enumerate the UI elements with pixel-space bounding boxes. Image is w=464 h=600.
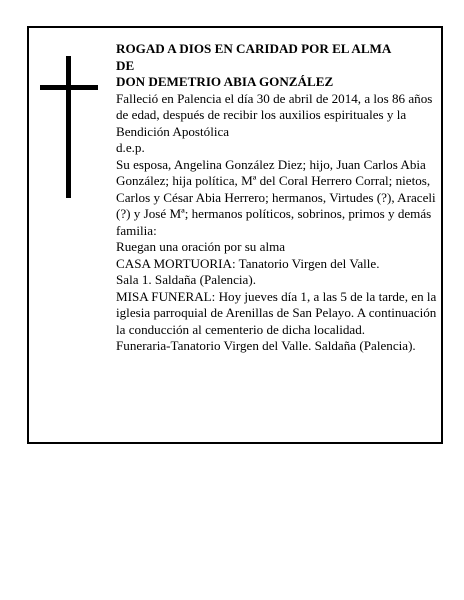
funeral-mass: MISA FUNERAL: Hoy jueves día 1, a las 5 de la tarde, en la iglesia parroquial de Arenillas de San Pelayo. A continuación la conducción al cementerio de dicha localidad.: [116, 288, 437, 337]
heading-line-1: ROGAD A DIOS EN CARIDAD POR EL ALMA: [116, 41, 392, 56]
heading-line-2: DE: [116, 57, 135, 73]
funeral-home: Funeraria-Tanatorio Virgen del Valle. Saldaña (Palencia).: [116, 338, 416, 353]
mortuary-line-2: Sala 1. Saldaña (Palencia).: [116, 272, 256, 287]
cross-icon: [40, 56, 98, 198]
obituary-notice: [27, 26, 443, 444]
deceased-name: DON DEMETRIO ABIA GONZÁLEZ: [116, 74, 334, 89]
rip-text: d.e.p.: [116, 140, 145, 155]
cross-horizontal-bar: [40, 85, 98, 90]
death-info: Falleció en Palencia el día 30 de abril de 2014, a los 86 años de edad, después de recibir los auxilios espirituales y la Bendición Apostólica: [116, 90, 433, 139]
prayer-request: Ruegan una oración por su alma: [116, 239, 286, 254]
mortuary-line-1: CASA MORTUORIA: Tanatorio Virgen del Valle.: [116, 255, 380, 271]
family-list: Su esposa, Angelina González Diez; hijo, Juan Carlos Abia González; hija política, Mª del Coral Herrero Corral; nietos, Carlos y César Abia Herrero; hermanos, Virtudes (?), Araceli (?) y José Mª; hermanos políticos, sobrinos, primos y demás familia:: [116, 156, 436, 238]
cross-vertical-bar: [66, 56, 71, 198]
notice-text: [116, 41, 438, 355]
